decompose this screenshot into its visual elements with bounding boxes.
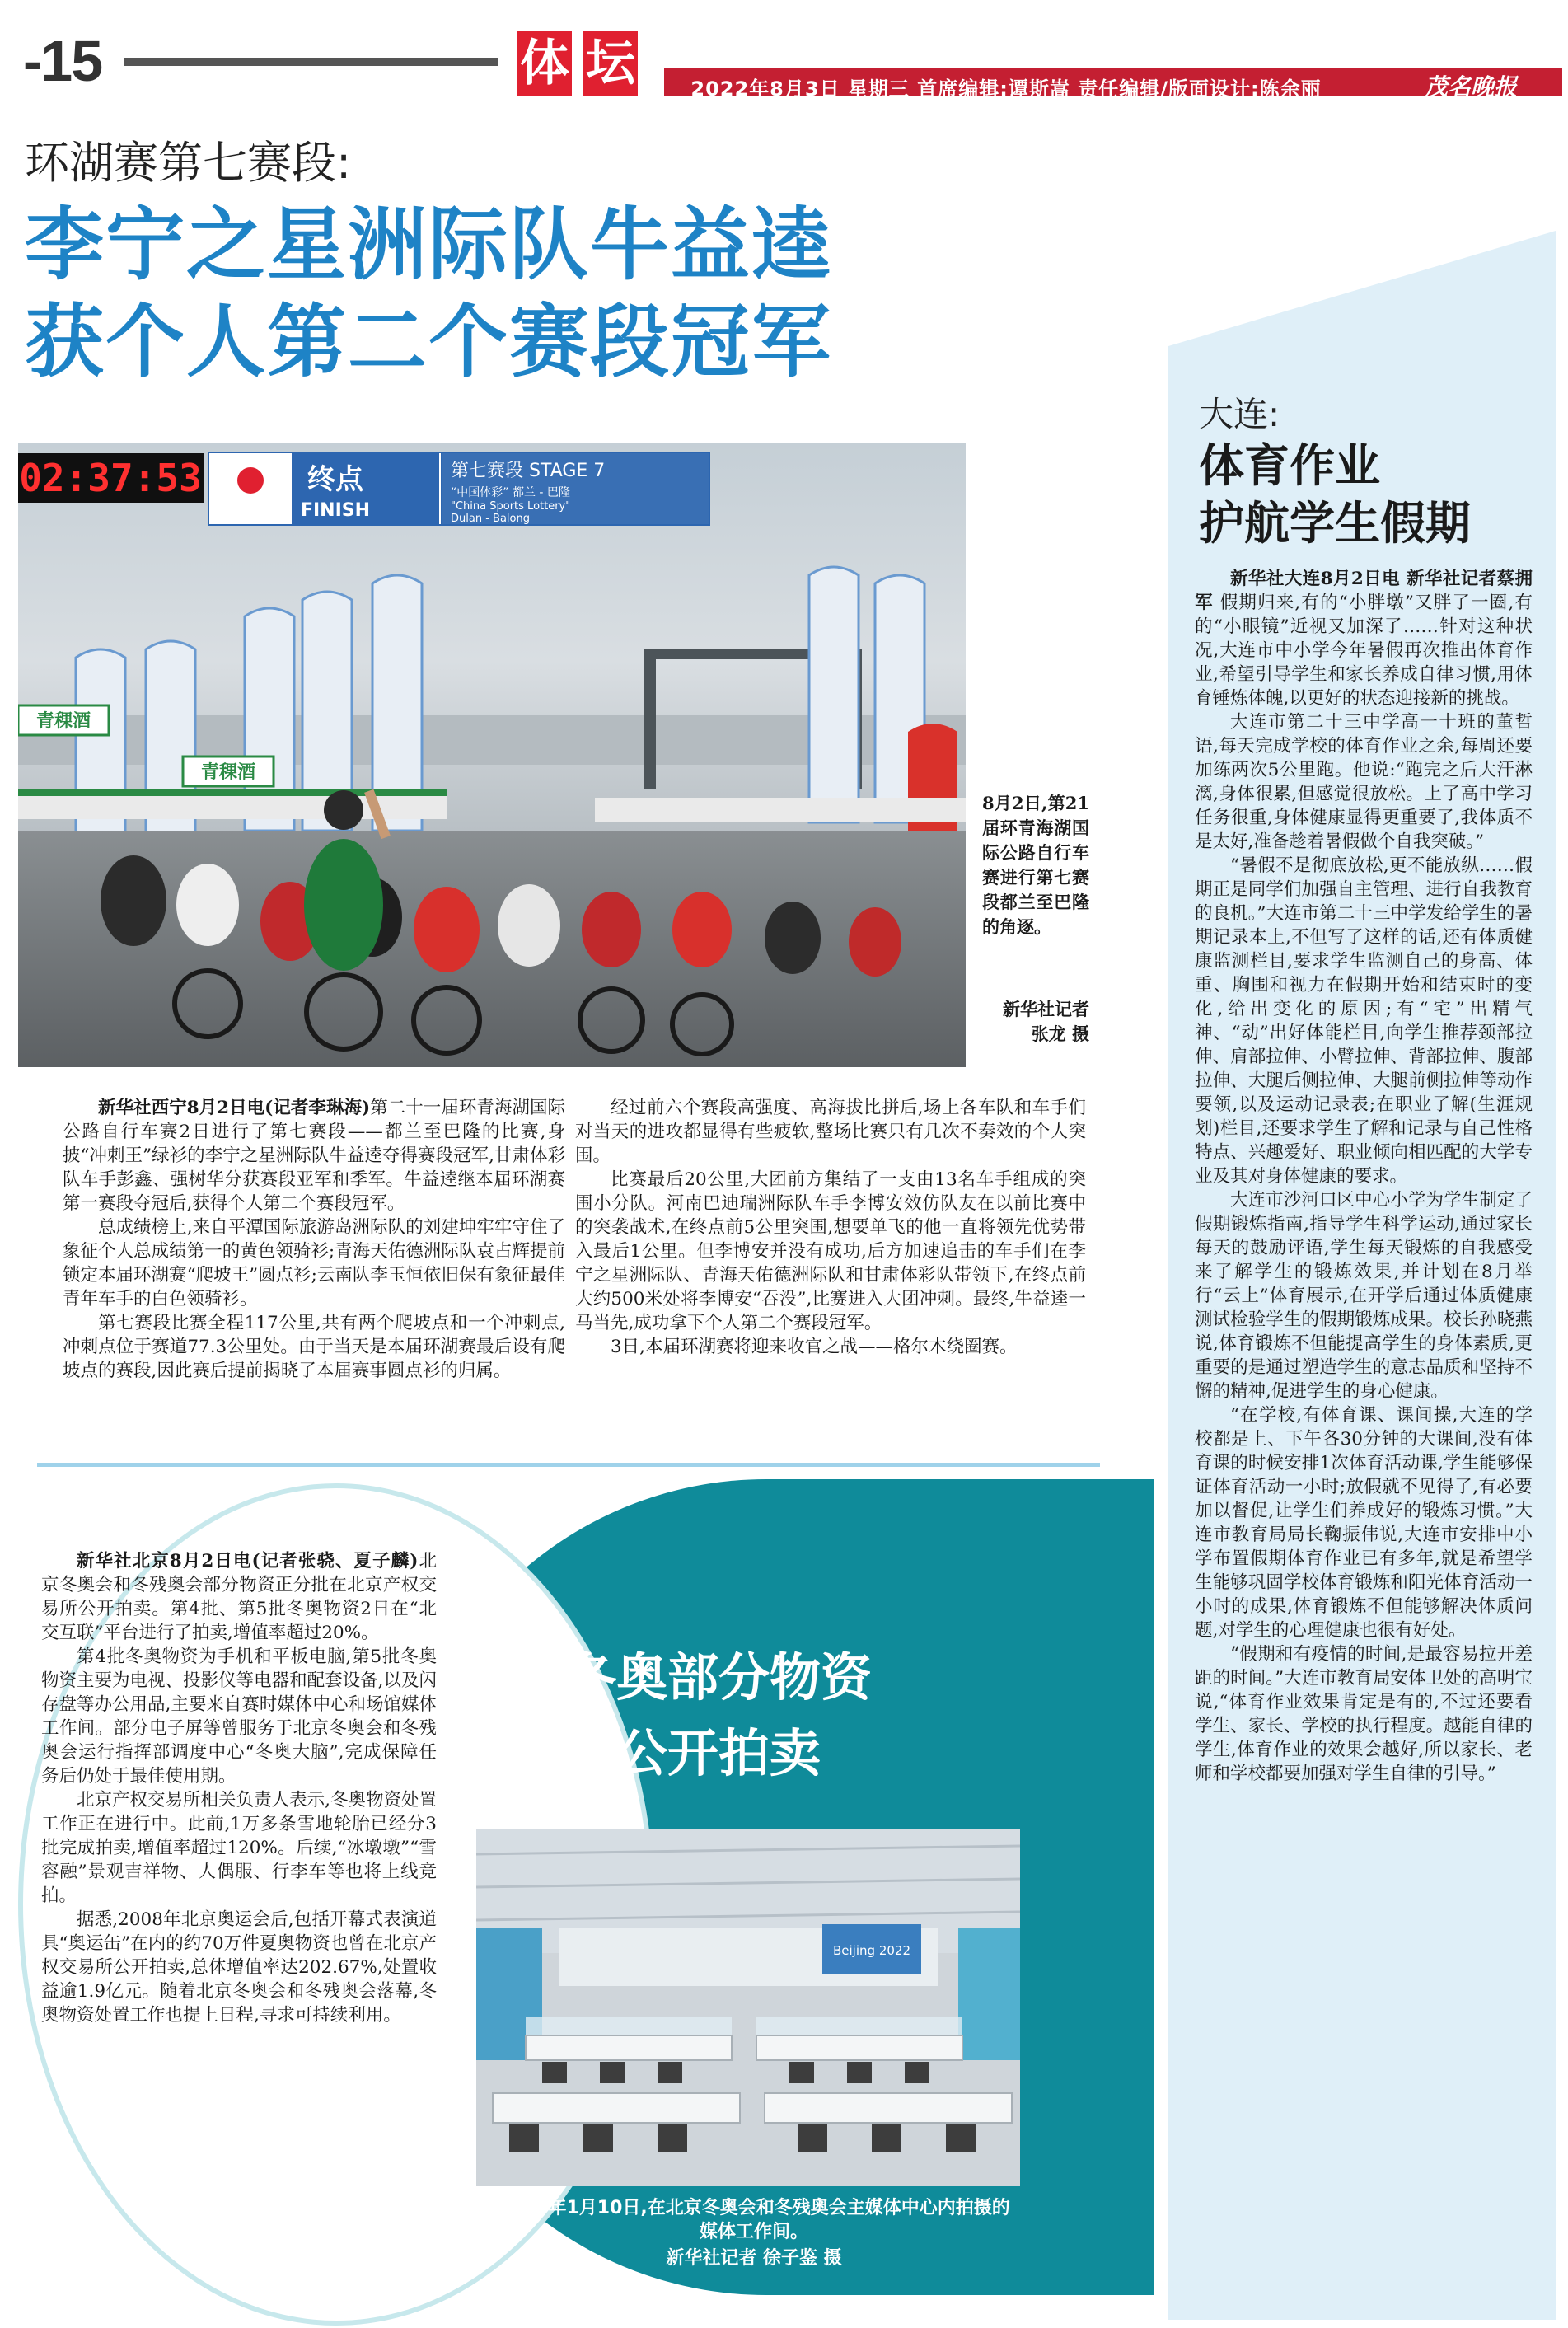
article2-kicker: 大连: xyxy=(1199,394,1280,434)
article2-paragraph-5: “在学校,有体育课、课间操,大连的学校都是上、下午各30分钟的大课间,没有体育课的时候安排1次体育活动课,学生能够保证体育活动一小时;放假就不见得了,有必要加以督促,让学生们养成好的锻炼习惯。”大连市教育局局长鞠振伟说,大连市安排中小学布置假期体育作业已有多年,就是希望学生能够巩固学校体育锻炼和阳光体育活动一小时的成果,体育锻炼不但能够解决体质问题,对学生的心理健康也很有好处。 xyxy=(1195,1405,1533,1641)
race-timer: 02:37:53 xyxy=(19,456,202,500)
article3-paragraph-3: 北京产权交易所相关负责人表示,冬奥物资处置工作正在进行中。此前,1万多条雪地轮胎已经分3批完成拍卖,增值率超过120%。后续,“冰墩墩”“雪容融”景观吉祥物、人偶服、行李车等也将上线竞拍。 xyxy=(41,1790,437,1906)
beijing-2022-sign: Beijing 2022 xyxy=(833,1943,910,1958)
paper-logo: 茂名晚报 xyxy=(1424,73,1517,101)
article1-headline-line1: 李宁之星洲际队牛益逵 xyxy=(25,199,832,291)
sponsor-text-1: 青稞酒 xyxy=(35,711,91,732)
article1-paragraph-6: 3日,本届环湖赛将迎来收官之战——格尔木绕圈赛。 xyxy=(611,1337,1018,1357)
article3-lead: 新华社北京8月2日电(记者张骁、夏子麟) xyxy=(77,1551,419,1572)
section-char-1: 体 xyxy=(517,31,572,96)
cycling-photo xyxy=(18,443,966,1067)
page-number: -15 xyxy=(23,29,102,93)
media-center-photo xyxy=(476,1829,1020,2186)
section-divider xyxy=(37,1463,1100,1467)
article1-column-1 xyxy=(63,1096,565,1383)
article1-paragraph-3: 第七赛段比赛全程117公里,共有两个爬坡点和一个冲刺点,冲刺点位于赛道77.3公里处。由于当天是本届环湖赛最后设有爬坡点的赛段,因此赛后提前揭晓了本届赛事圆点衫的归属。 xyxy=(63,1313,565,1381)
finish-en-text: FINISH xyxy=(300,500,371,521)
photo2-caption: 2022年1月10日,在北京冬奥会和冬残奥会主媒体中心内拍摄的媒体工作间。 xyxy=(498,2198,1010,2242)
photo1-caption: 8月2日,第21届环青海湖国际公路自行车赛进行第七赛段都兰至巴隆的角逐。 xyxy=(982,793,1089,937)
article2-paragraph-6: “假期和有疫情的时间,是最容易拉开差距的时间。”大连市教育局安体卫处的高明宝说,“体育作业效果肯定是有的,不过还要看学生、家长、学校的执行程度。越能自律的学生,体育作业的效果会越好,所以家长、老师和学校都要加强对学生自律的引导。” xyxy=(1195,1644,1533,1784)
finish-cn-text: 终点 xyxy=(307,463,363,496)
route-en2-text: Dulan - Balong xyxy=(451,513,530,525)
article3-paragraph-1 xyxy=(41,1549,437,1645)
article2-column xyxy=(1195,567,1533,1786)
media-center-illustration xyxy=(476,1829,1020,2186)
article1-headline xyxy=(25,196,832,391)
article3-p1-text: 北京冬奥会和冬残奥会部分物资正分批在北京产权交易所公开拍卖。第4批、第5批冬奥物资2日在“北交互联”平台进行了拍卖,增值率超过20%。 xyxy=(41,1551,437,1643)
article2-headline-line2: 护航学生假期 xyxy=(1199,497,1472,550)
article1-paragraph-4: 经过前六个赛段高强度、高海拔比拼后,场上各车队和车手们对当天的进攻都显得有些疲软,整场比赛只有几次不奏效的个人突围。 xyxy=(575,1098,1086,1166)
article1-paragraph-2: 总成绩榜上,来自平潭国际旅游岛洲际队的刘建坤牢牢守住了象征个人总成绩第一的黄色领骑衫;青海天佑德洲际队袁占辉提前锁定本届环湖赛“爬坡王”圆点衫;云南队李玉恒依旧保有象征最佳青年车手的白色领骑衫。 xyxy=(63,1217,565,1309)
article3-column xyxy=(41,1549,437,2027)
route-cn-text: “中国体彩” 都兰 - 巴隆 xyxy=(451,486,570,499)
article1-column-2 xyxy=(575,1096,1086,1359)
masthead-rule xyxy=(124,58,498,66)
photo2-credit: 新华社记者 徐子鉴 摄 xyxy=(666,2248,842,2269)
article3-headline-line2: 正分批公开拍卖 xyxy=(463,1723,821,1783)
article2-lead: 新华社大连8月2日电 新华社记者蔡拥军 xyxy=(1195,569,1533,613)
sponsor-text-2: 青稞酒 xyxy=(200,762,256,783)
dateline: 2022年8月3日 星期三 首席编辑:谭斯嵩 责任编辑/版面设计:陈余丽 xyxy=(690,77,1322,101)
article3-paragraph-4: 据悉,2008年北京奥运会后,包括开幕式表演道具“奥运缶”在内的约70万件夏奥物资也曾在北京产权交易所公开拍卖,总体增值率达202.67%,处置收益逾1.9亿元。随着北京冬奥会和冬残奥会落幕,冬奥物资处置工作也提上日程,寻求可持续利用。 xyxy=(41,1909,437,2026)
route-en-text: "China Sports Lottery" xyxy=(451,500,571,513)
cycling-photo-illustration xyxy=(18,443,966,1067)
article1-headline-line2: 获个人第二个赛段冠军 xyxy=(25,296,832,388)
article3-headline xyxy=(463,1640,872,1792)
section-char-2: 坛 xyxy=(583,31,638,96)
article1-kicker: 环湖赛第七赛段: xyxy=(25,137,352,189)
article2-p1-text: 假期归来,有的“小胖墩”又胖了一圈,有的“小眼镜”近视又加深了……针对这种状况,大连市中小学今年暑假再次推出体育作业,希望引导学生和家长养成自律习惯,用体育锤炼体魄,以更好的状态迎接新的挑战。 xyxy=(1195,593,1533,709)
article1-lead: 新华社西宁8月2日电(记者李琳海) xyxy=(98,1098,371,1118)
article3-headline-line1: 北京冬奥部分物资 xyxy=(463,1647,873,1707)
right-panel-corner xyxy=(1168,231,1556,346)
article2-paragraph-4: 大连市沙河口区中心小学为学生制定了假期锻炼指南,指导学生科学运动,通过家长每天的鼓励评语,学生每天锻炼的自我感受来了解学生的锻炼效果,并计划在8月举行“云上”体育展示,在开学后通过体质健康测试检验学生的假期锻炼成果。校长孙晓燕说,体育锻炼不但能提高学生的身体素质,更重要的是通过塑造学生的意志品质和坚持不懈的精神,促进学生的身心健康。 xyxy=(1195,1190,1533,1402)
article2-headline xyxy=(1199,437,1471,552)
article1-p1-text: 第二十一届环青海湖国际公路自行车赛2日进行了第七赛段——都兰至巴隆的比赛,身披“冲刺王”绿衫的李宁之星洲际队牛益逵夺得赛段冠军,甘肃体彩队车手彭鑫、强树华分获赛段亚军和季军。牛益逵继本届环湖赛第一赛段夺冠后,获得个人第二个赛段冠军。 xyxy=(63,1098,565,1214)
article2-paragraph-3: “暑假不是彻底放松,更不能放纵……假期正是同学们加强自主管理、进行自我教育的良机。”大连市第二十三中学发给学生的暑期记录本上,不但写了这样的话,还有体质健康监测栏目,要求学生监测自己的身高、体重、胸围和视力在假期开始和结束时的变化,给出变化的原因;有“宅”出精气神、“动”出好体能栏目,向学生推荐颈部拉伸、肩部拉伸、小臂拉伸、背部拉伸、腹部拉伸、大腿后侧拉伸、大腿前侧拉伸等动作要领,以及运动记录表;在职业了解(生涯规划)栏目,还要求学生了解和记录与自己性格特点、兴趣爱好、职业倾向相匹配的大学专业及其对身体健康的要求。 xyxy=(1195,855,1533,1187)
article3-paragraph-2: 第4批冬奥物资为手机和平板电脑,第5批冬奥物资主要为电视、投影仪等电器和配套设备,以及闪存盘等办公用品,主要来自赛时媒体中心和场馆媒体工作间。部分电子屏等曾服务于北京冬奥会和冬残奥会运行指挥部调度中心“冬奥大脑”,完成保障任务后仍处于最佳使用期。 xyxy=(41,1646,437,1787)
article2-headline-line1: 体育作业 xyxy=(1199,439,1381,492)
photo1-credit: 新华社记者 张龙 摄 xyxy=(1003,999,1089,1044)
article2-paragraph-2: 大连市第二十三中学高一十班的董哲语,每天完成学校的体育作业之余,每周还要加练两次5公里跑。他说:“跑完之后大汗淋漓,身体很累,但感觉很放松。上了高中学习任务很重,身体健康显得更重要了,我体质不是太好,准备趁着暑假做个自我突破。” xyxy=(1195,712,1533,852)
article1-paragraph-5: 比赛最后20公里,大团前方集结了一支由13名车手组成的突围小分队。河南巴迪瑞洲际队车手李博安效仿队友在以前比赛中的突袭战术,在终点前5公里突围,想要单飞的他一直将领先优势带入最后1公里。但李博安并没有成功,后方加速追击的车手们在李宁之星洲际队、青海天佑德洲际队和甘肃体彩队带领下,在终点前大约500米处将李博安“吞没”,比赛进入大团冲刺。最终,牛益逵一马当先,成功拿下个人第二个赛段冠军。 xyxy=(575,1169,1086,1333)
article2-paragraph-1 xyxy=(1195,567,1533,710)
article1-paragraph-1 xyxy=(63,1096,565,1216)
stage-text: 第七赛段 STAGE 7 xyxy=(451,461,606,481)
